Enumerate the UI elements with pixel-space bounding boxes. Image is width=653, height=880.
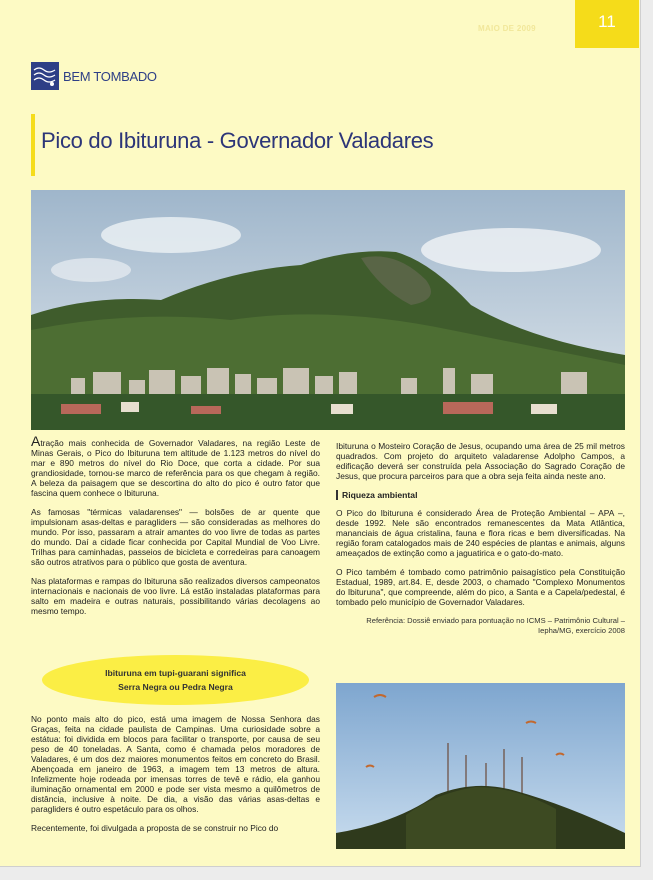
paragraph-termicas: As famosas "térmicas valadarenses" — bolsões de ar quente que impulsionam asas-deltas e paragliders — são consideradas as melhores do mundo. Por isso, passaram a atrair amantes do voo livre de todas as partes do mundo. Daí a cidade ficar conhecida por Capital Mundial de Voo Livre. Trilhas para caminhadas, passeios de bicicleta e corredeiras para canoagem são outros atrativos para o público que gosta de aventura. xyxy=(31,507,320,567)
column-right xyxy=(336,441,625,645)
paragraph-tombamento: O Pico também é tombado como patrimônio paisagístico pela Constituição Estadual, 1989, art.84. E, desde 2003, o chamado "Complexo Monumentos do Ibituruna", que compreende, além do pico, a Santa e a Capela/pedestal, é tombado pelo município de Governador Valadares. xyxy=(336,567,625,607)
reference-note: Referência: Dossiê enviado para pontuação no ICMS – Patrimônio Cultural – Iepha/MG, exercício 2008 xyxy=(366,616,625,635)
paragraph-santa: No ponto mais alto do pico, está uma imagem de Nossa Senhora das Graças, feita na cidade paulista de Campinas. Uma curiosidade sobre a estátua: foi dividida em blocos para facilitar o transporte, por causa de seu peso de 40 toneladas. A Santa, como é chamada pelos moradores de Valadares, é um dos dez maiores monumentos feitos em concreto do Brasil. Abençoada em janeiro de 1963, a imagem tem 13 metros de altura. Infelizmente hoje rodeada por imensas torres de tevê e rádio, ela ganhou iluminação ornamental em 2000 e pode ser vista mesmo a quilômetros de distância, inclusive à noite. De dia, a visão das várias asas-deltas e paragliders é outro espetáculo para os olhos. xyxy=(31,714,320,814)
subheading-riqueza: Riqueza ambiental xyxy=(336,490,625,500)
paragraph-mosteiro-start: Recentemente, foi divulgada a proposta de se construir no Pico do xyxy=(31,823,279,833)
santa-towers-photo xyxy=(336,683,625,849)
lead-paragraph: Atração mais conhecida de Governador Valadares, na região Leste de Minas Gerais, o Pico do Ibituruna tem altitude de 1.123 metros do nível do mar e 890 metros do nível do Rio Doce, que corta a cidade. Por sua grandiosidade, tornou-se marco de referência para os que chegam à região. A beleza da paisagem que se descortina do alto do pico é outro fator que fascina quem conhece o Ibituruna. xyxy=(31,433,320,498)
callout-line-2: Serra Negra ou Pedra Negra xyxy=(118,682,233,692)
issue-date: MAIO DE 2009 xyxy=(478,24,536,33)
callout-line-1: Ibituruna em tupi-guarani significa xyxy=(105,668,246,678)
drop-cap: A xyxy=(31,433,41,449)
column-left-bottom xyxy=(31,714,320,842)
section-logo xyxy=(31,62,157,90)
paragraph-mosteiro-end: Ibituruna o Mosteiro Coração de Jesus, ocupando uma área de 25 mil metros quadrados. Com projeto do arquiteto valadarense Adolpho Campos, a edificação deverá ser construída pela Associação do Sagrado Coração de Jesus, que procura parceiros para que a obra seja feita ainda neste ano. xyxy=(336,441,625,481)
column-left-top xyxy=(31,433,320,625)
section-label: BEM TOMBADO xyxy=(63,68,157,84)
pico-landscape-photo xyxy=(31,190,625,430)
paragraph-apa: O Pico do Ibituruna é considerado Área de Proteção Ambiental – APA –, desde 1992. Nele são encontrados remanescentes da Mata Atlântica, mananciais de água cristalina, fauna e flora ricas e bem diversificadas. Na região foram catalogados mais de 240 espécies de plantas e animais, alguns ameaçados de extinção como a jaguatirica e o gato-do-mato. xyxy=(336,508,625,558)
paragraph-plataformas: Nas plataformas e rampas do Ibituruna são realizados diversos campeonatos internacionais e nacionais de voo livre. Lá estão instaladas plataformas para salto em madeira e outras naturais, possibilitando várias decolagens ao mesmo tempo. xyxy=(31,576,320,616)
tupi-guarani-callout xyxy=(42,655,309,705)
article-title: Pico do Ibituruna - Governador Valadares xyxy=(41,128,434,153)
page-number: 11 xyxy=(575,0,639,48)
title-accent-bar xyxy=(31,114,35,176)
bem-tombado-logo-icon xyxy=(31,62,59,90)
